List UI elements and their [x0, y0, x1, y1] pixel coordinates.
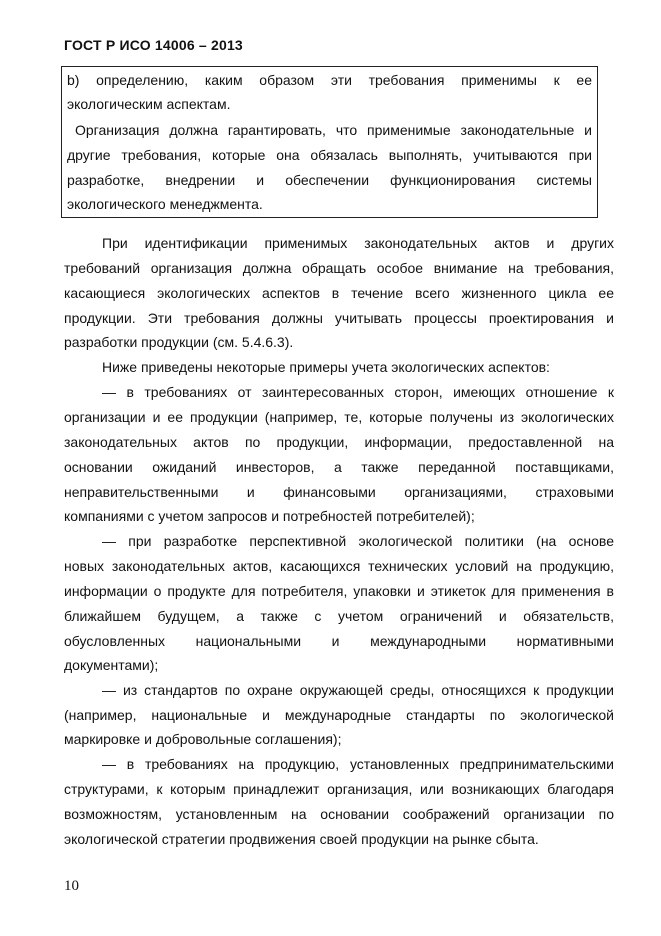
body-line: Ниже приведены некоторые примеры учета экологических аспектов:: [102, 359, 550, 375]
body-line: требований организация должна обращать особое внимание на требования,: [64, 260, 614, 276]
body-line: ближайшем будущем, а также с учетом ограничений и обязательств,: [64, 608, 614, 624]
boxed-line: b) определению, каким образом эти требования применимы к ее: [67, 72, 592, 88]
body-line: основании ожиданий инвесторов, а также переданной поставщиками,: [64, 459, 614, 475]
body-line: — в требованиях на продукцию, установленных предпринимательскими: [102, 756, 614, 772]
body-line: документами);: [64, 657, 159, 673]
body-line: (например, национальные и международные стандарты по экологической: [64, 707, 614, 723]
body-line: касающиеся экологических аспектов в течение всего жизненного цикла ее: [64, 285, 614, 301]
boxed-line: Организация должна гарантировать, что применимые законодательные и: [75, 122, 592, 138]
body-line: возможностям, установленным на основании соображений организации по: [64, 806, 614, 822]
body-line: — в требованиях от заинтересованных сторон, имеющих отношение к: [102, 384, 614, 400]
body-line: структурами, к которым принадлежит организация, или возникающих благодаря: [64, 781, 614, 797]
page-number: 10: [64, 878, 79, 894]
body-line: информации о продукте для потребителя, упаковки и этикеток для применения в: [64, 583, 614, 599]
body-line: неправительственными и финансовыми организациями, страховыми: [64, 484, 614, 500]
body-line: При идентификации применимых законодательных актов и других: [102, 235, 614, 251]
document-header: ГОСТ Р ИСО 14006 – 2013: [64, 37, 243, 53]
boxed-line: экологическим аспектам.: [67, 96, 231, 112]
boxed-line: другие требования, которые она обязалась выполнять, учитываются при: [67, 147, 592, 163]
body-line: компаниями с учетом запросов и потребностей потребителей);: [64, 508, 475, 524]
body-line: законодательных актов по продукции, информации, предоставленной на: [64, 434, 614, 450]
body-line: маркировке и добровольные соглашения);: [64, 731, 342, 747]
body-line: — при разработке перспективной экологической политики (на основе: [102, 533, 614, 549]
body-line: — из стандартов по охране окружающей среды, относящихся к продукции: [102, 682, 614, 698]
body-line: организации и ее продукции (например, те, которые получены из экологических: [64, 409, 614, 425]
body-line: разработки продукции (см. 5.4.6.3).: [64, 334, 294, 350]
body-line: экологической стратегии продвижения своей продукции на рынке сбыта.: [64, 831, 539, 847]
boxed-line: разработке, внедрении и обеспечении функционирования системы: [67, 172, 592, 188]
body-line: новых законодательных актов, касающихся технических условий на продукцию,: [64, 558, 614, 574]
body-line: продукции. Эти требования должны учитывать процессы проектирования и: [64, 310, 614, 326]
boxed-line: экологического менеджмента.: [67, 196, 263, 212]
body-line: обусловленных национальными и международными нормативными: [64, 633, 614, 649]
